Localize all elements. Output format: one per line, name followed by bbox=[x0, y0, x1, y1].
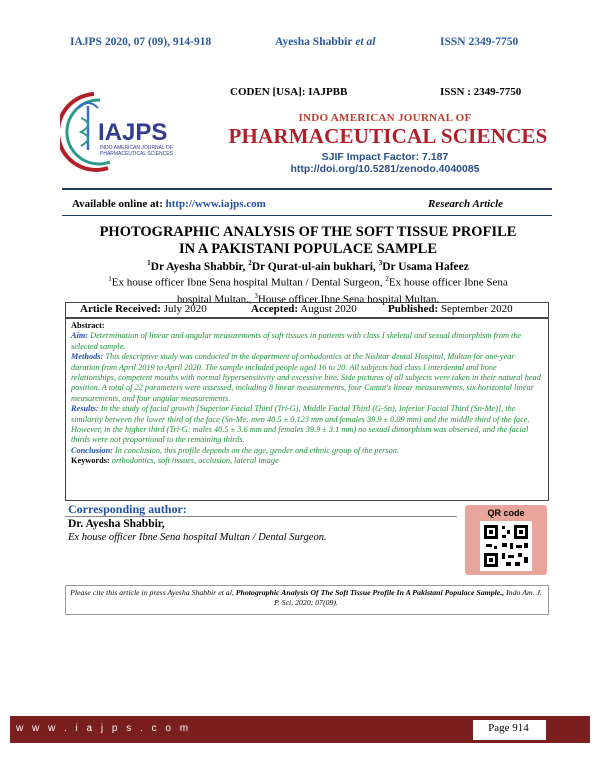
article-title-line2: IN A PAKISTANI POPULACE SAMPLE bbox=[178, 241, 438, 257]
availability-label: Available online at: bbox=[72, 198, 166, 210]
citation bbox=[70, 588, 542, 608]
author-sup: 2 bbox=[248, 259, 252, 267]
abstract-results bbox=[71, 404, 543, 446]
running-header-author-name: Ayesha Shabbir bbox=[275, 36, 353, 48]
abstract-heading: Abstract: bbox=[71, 321, 105, 330]
citation-prefix: Please cite this article in press Ayesha Shabbir et al, bbox=[70, 588, 236, 597]
running-header-issn: ISSN 2349-7750 bbox=[440, 36, 519, 48]
conclusion-label: Conclusion: bbox=[71, 445, 113, 455]
affiliation-line1 bbox=[62, 273, 554, 290]
availability bbox=[72, 198, 266, 210]
running-header-author-suffix: et al bbox=[352, 36, 376, 48]
dates-bar bbox=[65, 302, 549, 318]
qr-code-icon[interactable] bbox=[480, 521, 532, 571]
coden: CODEN [USA]: IAJPBB bbox=[230, 86, 348, 98]
methods-label: Methods: bbox=[71, 352, 104, 362]
header-rule bbox=[62, 188, 552, 190]
qr-label: QR code bbox=[487, 508, 525, 518]
logo-graphic bbox=[60, 84, 195, 176]
date-published-label: Published: bbox=[388, 303, 439, 315]
logo-text: IAJPS bbox=[98, 119, 168, 146]
author-name: Dr Qurat-ul-ain bukhari, bbox=[251, 260, 379, 273]
conclusion-text: In conclusion, this profile depends on the age, gender and ethnic group of the person. bbox=[112, 445, 400, 455]
header-rule-bottom bbox=[62, 215, 552, 216]
running-header-author bbox=[275, 36, 375, 48]
journal-issn: ISSN : 2349-7750 bbox=[440, 86, 522, 98]
article-title bbox=[62, 224, 554, 258]
date-accepted bbox=[251, 303, 357, 315]
keywords-label: Keywords: bbox=[71, 456, 110, 466]
citation-suffix: Indo Am. J. P. Sci, 2020; 07(09). bbox=[274, 588, 542, 607]
affil-text: Ex house officer Ibne Sena bbox=[388, 276, 508, 289]
author-sup: 3 bbox=[378, 259, 383, 267]
abstract-aim bbox=[71, 331, 543, 352]
date-accepted-label: Accepted: bbox=[251, 303, 299, 315]
affil-text: Ex house officer Ibne Sena hospital Multan / Dental Surgeon, bbox=[111, 276, 386, 289]
aim-text: Determination of linear and angular measurements of soft tissues in patients with class I skeletal and sexual dimorphism from the selected sample. bbox=[71, 331, 522, 351]
author-list bbox=[62, 259, 554, 273]
corresponding-heading: Corresponding author: bbox=[68, 502, 187, 516]
running-header-citation: IAJPS 2020, 07 (09), 914-918 bbox=[70, 36, 212, 48]
author-sup: 1 bbox=[147, 259, 151, 267]
abstract-conclusion bbox=[71, 446, 543, 456]
doi-link[interactable]: http://doi.org/10.5281/zenodo.4040085 bbox=[290, 163, 480, 175]
journal-name-small: INDO AMERICAN JOURNAL OF bbox=[298, 112, 472, 124]
keywords-text: orthodontics, soft tissues, occlusion, lateral image bbox=[109, 456, 279, 466]
impact-factor: SJIF Impact Factor: 7.187 bbox=[321, 151, 449, 163]
date-accepted-value: August 2020 bbox=[298, 303, 357, 315]
date-received-value: July 2020 bbox=[160, 303, 207, 315]
aim-label: Aim: bbox=[71, 331, 89, 341]
date-published-value: September 2020 bbox=[438, 303, 513, 315]
corresponding-rule bbox=[65, 516, 457, 517]
affil-sup: 3 bbox=[254, 292, 258, 301]
article-title-line1: PHOTOGRAPHIC ANALYSIS OF THE SOFT TISSUE PROFILE bbox=[99, 224, 517, 240]
results-text: In the study of facial growth [Superior Facial Third (Tri-G), Middle Facial Third (G-Sn), Inferior Facial Third (Sn-Me)], the similarity between the lower third of the face (Sn-Me: men 40.5 ± 0.123 mm and females 39.9 ± 0.09 mm) and the middle third of the face. However, in the higher third (Tri-G: males 40.5 ± 3.6 mm and females 39.9 ± 3.1 mm) no sexual dimorphism was observed, and the facial thirds were not proportional to the remaining thirds. bbox=[71, 404, 530, 445]
caduceus-icon bbox=[78, 103, 98, 150]
article-type: Research Article bbox=[428, 198, 504, 210]
affil-text: House officer Ibne Sena hospital Multan. bbox=[257, 293, 440, 306]
page-number: Page 914 bbox=[488, 722, 529, 734]
footer-site[interactable]: w w w . i a j p s . c o m bbox=[16, 723, 192, 734]
journal-url-link[interactable]: http://www.iajps.com bbox=[165, 198, 266, 210]
results-label: Results: bbox=[71, 404, 99, 414]
date-published bbox=[388, 303, 513, 315]
corresponding-name: Dr. Ayesha Shabbir, bbox=[68, 518, 165, 530]
author-name: Dr Usama Hafeez bbox=[382, 260, 469, 273]
logo-sub2: PHARMACEUTICAL SCIENCES bbox=[100, 151, 173, 157]
abstract bbox=[71, 321, 543, 467]
journal-name-big: PHARMACEUTICAL SCIENCES bbox=[228, 124, 548, 148]
corresponding-affiliation: Ex house officer Ibne Sena hospital Multan / Dental Surgeon. bbox=[68, 532, 327, 543]
affil-sup: 1 bbox=[108, 275, 112, 283]
journal-logo bbox=[60, 84, 195, 176]
abstract-methods bbox=[71, 352, 543, 404]
logo-sub1: INDO AMERICAN JOURNAL OF bbox=[100, 145, 173, 151]
affil-sup: 2 bbox=[385, 275, 389, 283]
methods-text: This descriptive study was conducted in the department of orthodontics at the Nishtar dental Hospital, Multan for one-year duration from April 2019 to April 2020. The sample included people aged 16 to 20. All subjects had class I interdental and bone relationships, competent mouths with normal hypersensitivity and excessive bite. Side pictures of all subjects were taken in their natural head position. A total of 22 parameters were assessed, including 8 linear measurements, four Camut's linear measurements, six horizontal linear measurements, and four angular measurements. bbox=[71, 352, 541, 403]
citation-title: Photographic Analysis Of The Soft Tissue Profile In A Pakistani Populace Sample., bbox=[235, 588, 505, 597]
affil-text: hospital Multan., bbox=[176, 293, 255, 306]
abstract-keywords bbox=[71, 456, 543, 466]
author-name: Dr Ayesha Shabbir, bbox=[150, 260, 249, 273]
date-received bbox=[80, 303, 207, 315]
date-received-label: Article Received: bbox=[80, 303, 161, 315]
